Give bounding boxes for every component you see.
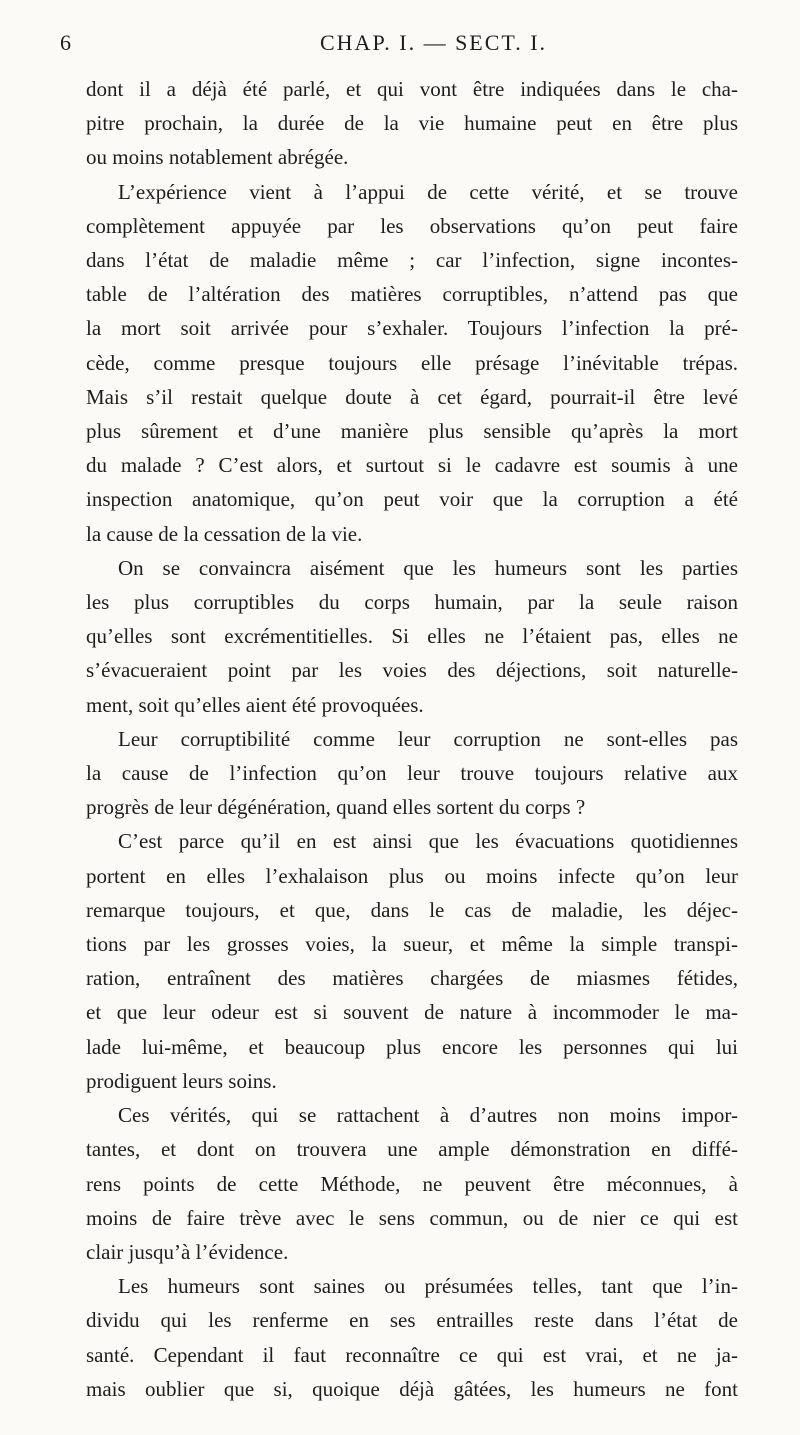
text-line: table de l’altération des matières corruptibles, n’attend pas que bbox=[86, 282, 738, 307]
text-line: progrès de leur dégénération, quand elles sortent du corps ? bbox=[86, 795, 586, 820]
text-line: plus sûrement et d’une manière plus sensible qu’après la mort bbox=[86, 419, 738, 444]
text-line: ration, entraînent des matières chargées de miasmes fétides, bbox=[86, 966, 738, 991]
text-line: la cause de la cessation de la vie. bbox=[86, 521, 363, 546]
text-line: moins de faire trève avec le sens commun, ou de nier ce qui est bbox=[86, 1205, 738, 1230]
body-text bbox=[86, 72, 738, 1406]
text-line: dividu qui les renferme en ses entrailles reste dans l’état de bbox=[86, 1308, 738, 1333]
running-title: CHAP. I. — SECT. I. bbox=[320, 30, 548, 55]
text-line: Ces vérités, qui se rattachent à d’autres non moins impor- bbox=[118, 1103, 738, 1128]
text-line: inspection anatomique, qu’on peut voir que la corruption a été bbox=[86, 487, 738, 512]
paragraph bbox=[86, 551, 738, 722]
text-line: portent en elles l’exhalaison plus ou moins infecte qu’on leur bbox=[86, 863, 738, 888]
paragraph bbox=[86, 722, 738, 825]
text-line: santé. Cependant il faut reconnaître ce qui est vrai, et ne ja- bbox=[86, 1342, 738, 1367]
paragraph bbox=[86, 1269, 738, 1406]
text-line: cède, comme presque toujours elle présage l’inévitable trépas. bbox=[86, 350, 738, 375]
text-line: complètement appuyée par les observations qu’on peut faire bbox=[86, 213, 738, 238]
text-line: remarque toujours, et que, dans le cas de maladie, les déjec- bbox=[86, 897, 738, 922]
text-line: C’est parce qu’il en est ainsi que les évacuations quotidiennes bbox=[118, 829, 738, 854]
text-line: la mort soit arrivée pour s’exhaler. Toujours l’infection la pré- bbox=[86, 316, 738, 341]
text-line: qu’elles sont excrémentitielles. Si elles ne l’étaient pas, elles ne bbox=[86, 624, 738, 649]
paragraph bbox=[86, 824, 738, 1098]
text-line: les plus corruptibles du corps humain, par la seule raison bbox=[86, 590, 738, 615]
text-line: tions par les grosses voies, la sueur, et même la simple transpi- bbox=[86, 932, 738, 957]
paragraph bbox=[86, 1098, 738, 1269]
text-line: Les humeurs sont saines ou présumées telles, tant que l’in- bbox=[118, 1274, 738, 1299]
text-line: Leur corruptibilité comme leur corruption ne sont-elles pas bbox=[118, 726, 738, 751]
paragraph bbox=[86, 175, 738, 551]
text-line: la cause de l’infection qu’on leur trouve toujours relative aux bbox=[86, 761, 738, 786]
page-number: 6 bbox=[60, 30, 72, 55]
text-line: L’expérience vient à l’appui de cette vérité, et se trouve bbox=[118, 179, 738, 204]
text-line: Mais s’il restait quelque doute à cet égard, pourrait-il être levé bbox=[86, 384, 738, 409]
text-line: dont il a déjà été parlé, et qui vont être indiquées dans le cha- bbox=[86, 77, 738, 101]
text-line: clair jusqu’à l’évidence. bbox=[86, 1239, 289, 1264]
text-line: ment, soit qu’elles aient été provoquées. bbox=[86, 692, 424, 717]
text-line: pitre prochain, la durée de la vie humaine peut en être plus bbox=[86, 111, 738, 136]
text-line: rens points de cette Méthode, ne peuvent être méconnues, à bbox=[86, 1171, 738, 1196]
text-line: du malade ? C’est alors, et surtout si le cadavre est soumis à une bbox=[86, 453, 738, 478]
text-line: dans l’état de maladie même ; car l’infection, signe incontes- bbox=[86, 248, 738, 273]
text-line: s’évacueraient point par les voies des déjections, soit naturelle- bbox=[86, 658, 738, 683]
text-line: On se convaincra aisément que les humeurs sont les parties bbox=[118, 555, 738, 580]
text-line: et que leur odeur est si souvent de nature à incommoder le ma- bbox=[86, 1000, 738, 1025]
text-line: tantes, et dont on trouvera une ample démonstration en diffé- bbox=[86, 1137, 738, 1162]
paragraph bbox=[86, 72, 738, 175]
text-line: lade lui-même, et beaucoup plus encore les personnes qui lui bbox=[86, 1034, 738, 1059]
running-head bbox=[60, 30, 740, 70]
text-line: prodiguent leurs soins. bbox=[86, 1068, 277, 1093]
text-line: ou moins notablement abrégée. bbox=[86, 145, 349, 170]
text-line: mais oublier que si, quoique déjà gâtées, les humeurs ne font bbox=[86, 1376, 738, 1401]
